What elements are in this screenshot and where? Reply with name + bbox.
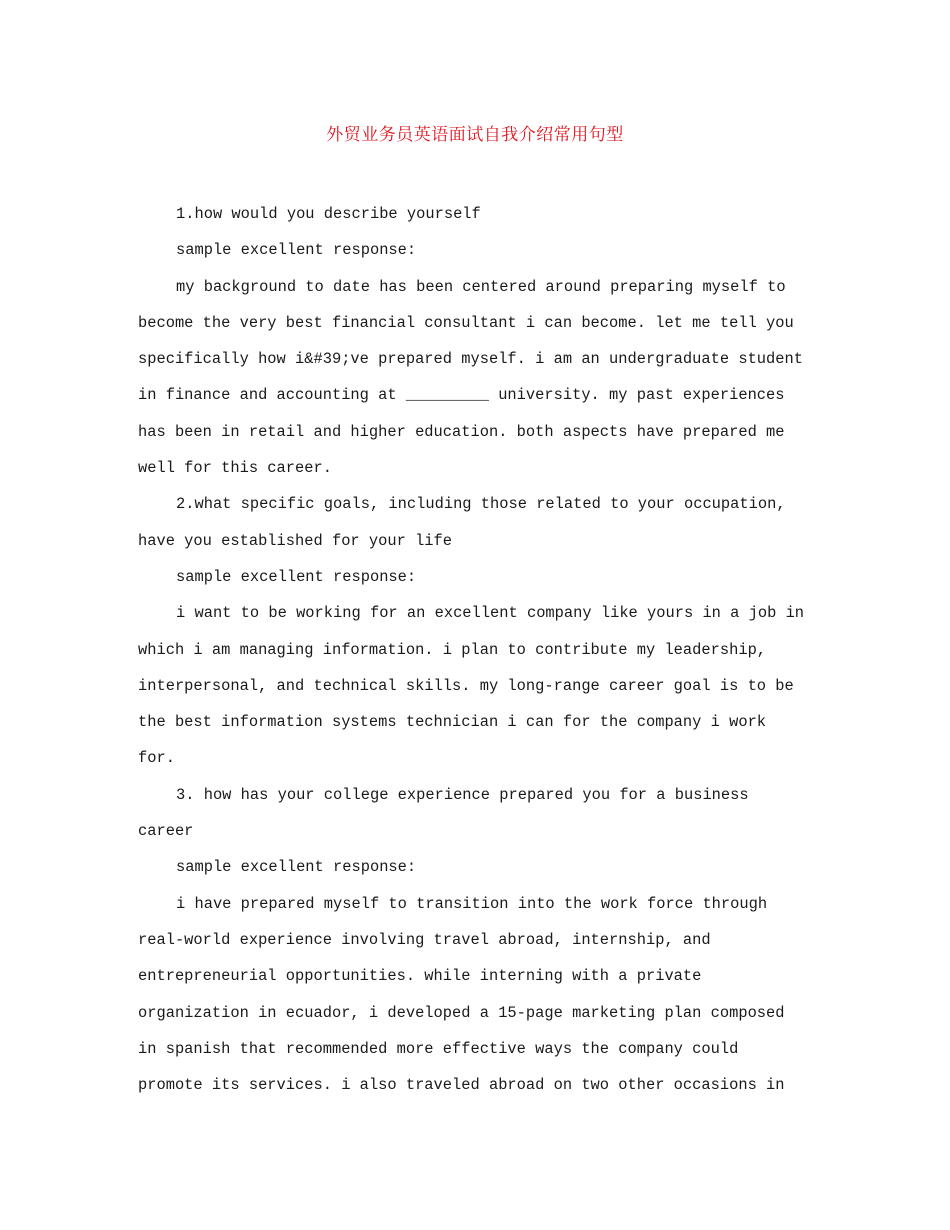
text-line: for. [138,749,175,768]
text-line: sample excellent response: [176,858,417,877]
text-line: the best information systems technician i can for the company i work [138,713,767,732]
document-body [138,196,818,1103]
text-line: my background to date has been centered around preparing myself to [176,277,786,296]
text-line: well for this career. [138,459,332,478]
text-line: specifically how i&#39;ve prepared myself. i am an undergraduate student [138,350,803,369]
text-line: i have prepared myself to transition into the work force through [176,894,768,913]
text-line: real-world experience involving travel abroad, internship, and [138,930,711,949]
document-title: 外贸业务员英语面试自我介绍常用句型 [326,125,624,145]
text-line: in spanish that recommended more effective ways the company could [138,1039,739,1058]
text-line: have you established for your life [138,531,453,550]
text-line: has been in retail and higher education. both aspects have prepared me [138,422,785,441]
text-line: interpersonal, and technical skills. my long-range career goal is to be [138,676,794,695]
text-line: which i am managing information. i plan to contribute my leadership, [138,640,767,659]
text-line: promote its services. i also traveled abroad on two other occasions in [138,1076,785,1095]
text-line: 1.how would you describe yourself [176,205,481,223]
text-line: career [138,822,194,841]
text-line: 3. how has your college experience prepared you for a business [176,785,749,804]
text-line: entrepreneurial opportunities. while interning with a private [138,967,702,986]
text-line: sample excellent response: [176,241,417,260]
text-line: in finance and accounting at _________ university. my past experiences [138,386,785,405]
text-line: become the very best financial consultant i can become. let me tell you [138,313,794,332]
text-line: organization in ecuador, i developed a 15-page marketing plan composed [138,1003,785,1022]
text-line: sample excellent response: [176,567,417,586]
text-line: 2.what specific goals, including those related to your occupation, [176,495,786,514]
text-line: i want to be working for an excellent company like yours in a job in [176,604,805,623]
